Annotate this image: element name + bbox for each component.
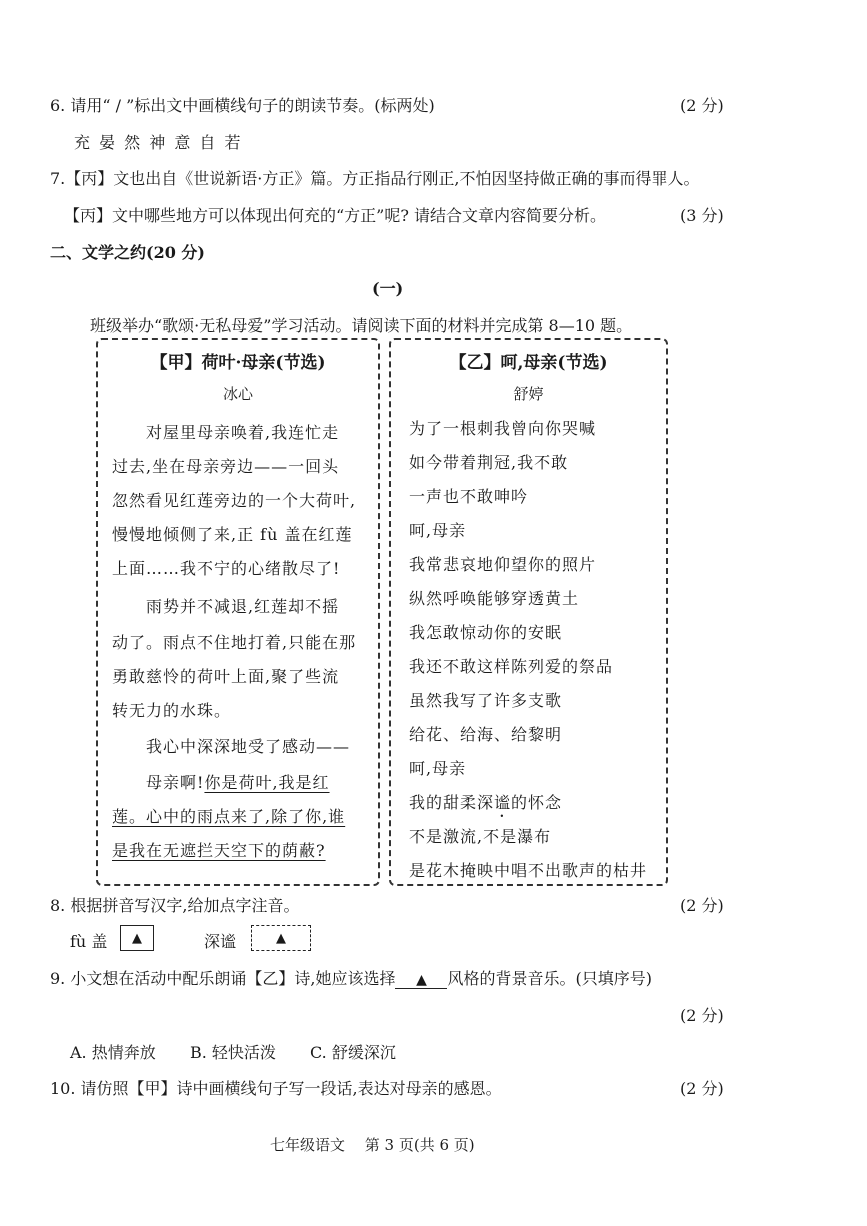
poem-a-line: 忽然看见红莲旁边的一个大荷叶, <box>112 491 357 510</box>
q6-text: 6. 请用“ / ”标出文中画横线句子的朗读节奏。(标两处) <box>50 96 435 115</box>
q8-item2-label: 深谧 <box>204 932 237 951</box>
q10-text: 10. 请仿照【甲】诗中画横线句子写一段话,表达对母亲的感恩。 <box>50 1079 502 1098</box>
poem-a-title: 【甲】荷叶·母亲(节选) <box>150 353 326 373</box>
poem-b-author: 舒婷 <box>513 385 544 403</box>
poem-a-author: 冰心 <box>222 385 253 403</box>
poem-a-line: 雨势并不减退,红莲却不摇 <box>112 597 340 616</box>
poem-a-underlined-sentence: 莲。心中的雨点来了,除了你,谁 <box>112 807 346 826</box>
q9-text-post: 风格的背景音乐。(只填序号) <box>447 969 652 988</box>
poem-a-underlined-sentence: 是我在无遮拦天空下的荫蔽? <box>112 841 326 860</box>
poem-a-line: 转无力的水珠。 <box>112 701 232 720</box>
page-footer: 七年级语文 第 3 页(共 6 页) <box>270 1136 475 1154</box>
q9-option-a: A. 热情奔放 <box>70 1043 156 1062</box>
q8-text: 8. 根据拼音写汉字,给加点字注音。 <box>50 896 300 915</box>
poem-b-line-12 <box>409 790 562 821</box>
q9-points: (2 分) <box>680 1006 724 1025</box>
q9-option-c: C. 舒缓深沉 <box>310 1043 396 1062</box>
poem-a-line: 我心中深深地受了感动—— <box>112 737 351 756</box>
q10-points: (2 分) <box>680 1079 724 1098</box>
poem-b-line: 呵,母亲 <box>409 759 467 778</box>
poem-b-box <box>389 338 668 886</box>
poem-a-line: 过去,坐在母亲旁边——一回头 <box>112 457 340 476</box>
q8-item1-label: fù 盖 <box>70 932 108 951</box>
poem-a-line: 动了。雨点不住地打着,只能在那 <box>112 633 357 652</box>
poem-b-line-12-post: 的怀念 <box>511 793 563 812</box>
q9-line <box>50 966 652 989</box>
q9-answer-blank[interactable]: ▲ <box>395 972 447 989</box>
q6-sentence: 充 晏 然 神 意 自 若 <box>74 133 243 152</box>
q6-points: (2 分) <box>680 96 724 115</box>
poem-b-line: 我常悲哀地仰望你的照片 <box>409 555 597 574</box>
poem-b-line: 呵,母亲 <box>409 521 467 540</box>
poem-a-line: 上面……我不宁的心绪散尽了! <box>112 559 341 578</box>
q8-answer-box-1[interactable] <box>120 925 154 951</box>
poem-b-line: 给花、给海、给黎明 <box>409 725 563 744</box>
q8-answer-box-2[interactable] <box>251 925 311 951</box>
poem-b-line: 纵然呼唤能够穿透黄土 <box>409 589 580 608</box>
q7-line2: 【丙】文中哪些地方可以体现出何充的“方正”呢? 请结合文章内容简要分析。 <box>64 206 607 225</box>
q7-points: (3 分) <box>680 206 724 225</box>
q8-points: (2 分) <box>680 896 724 915</box>
section2-subtitle: (一) <box>372 279 404 298</box>
poem-b-title: 【乙】呵,母亲(节选) <box>449 353 608 373</box>
q9-text-pre: 9. 小文想在活动中配乐朗诵【乙】诗,她应该选择 <box>50 969 396 988</box>
poem-a-line: 慢慢地倾侧了来,正 fù 盖在红莲 <box>112 525 353 544</box>
poem-b-line: 是花木掩映中唱不出歌声的枯井 <box>409 861 648 880</box>
poem-b-line: 虽然我写了许多支歌 <box>409 691 563 710</box>
triangle-icon: ▲ <box>276 930 286 946</box>
poem-b-line: 我怎敢惊动你的安眠 <box>409 623 563 642</box>
triangle-icon: ▲ <box>132 930 142 946</box>
section2-intro: 班级举办“歌颂·无私母爱”学习活动。请阅读下面的材料并完成第 8—10 题。 <box>90 316 633 335</box>
q7-line1: 7.【丙】文也出自《世说新语·方正》篇。方正指品行刚正,不怕因坚持做正确的事而得罪人。 <box>50 169 700 188</box>
poem-a-underlined-sentence: 你是荷叶,我是红 <box>204 773 330 792</box>
poem-a-line: 对屋里母亲唤着,我连忙走 <box>112 423 340 442</box>
section2-title: 二、文学之约(20 分) <box>50 243 205 262</box>
poem-a-box <box>96 338 380 886</box>
poem-b-line: 不是激流,不是瀑布 <box>409 827 552 846</box>
poem-a-line-11 <box>112 770 330 793</box>
poem-a-line: 勇敢慈怜的荷叶上面,聚了些流 <box>112 667 340 686</box>
poem-b-line: 为了一根刺我曾向你哭喊 <box>409 419 597 438</box>
dotted-character: 谧 <box>494 793 512 812</box>
q9-option-b: B. 轻快活泼 <box>190 1043 276 1062</box>
poem-a-line-11-plain: 母亲啊! <box>112 773 205 792</box>
poem-b-line-12-pre: 我的甜柔深 <box>409 793 495 812</box>
poem-b-line: 如今带着荆冠,我不敢 <box>409 453 569 472</box>
poem-b-line: 一声也不敢呻吟 <box>409 487 529 506</box>
poem-b-line: 我还不敢这样陈列爱的祭品 <box>409 657 614 676</box>
